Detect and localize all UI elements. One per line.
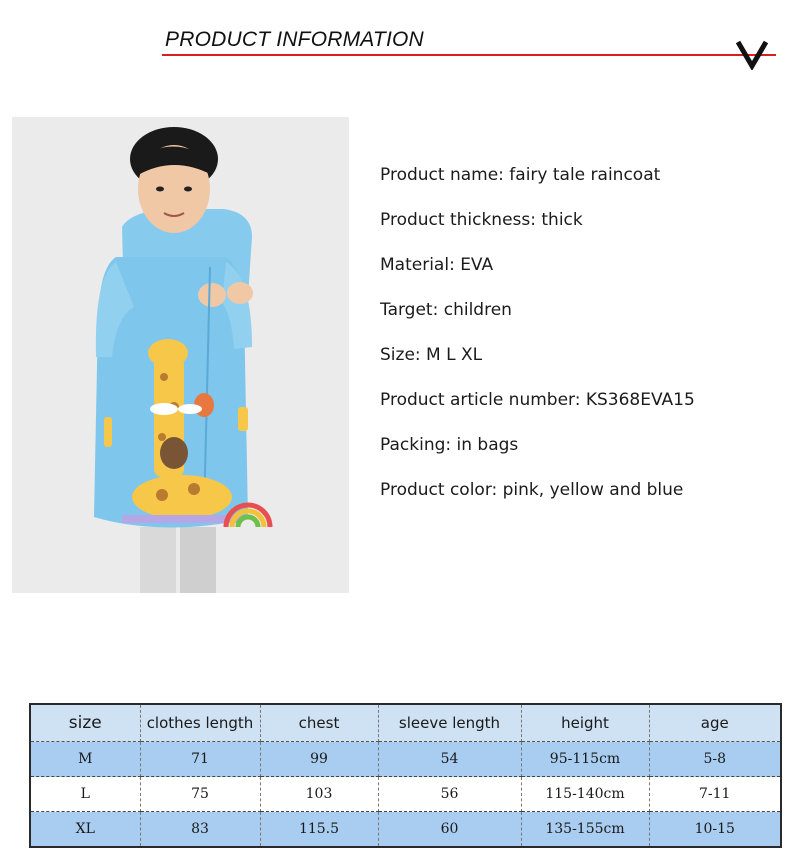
table-cell: 115-140cm: [521, 777, 649, 812]
packing: Packing: in bags: [380, 435, 519, 455]
product-thickness: Product thickness: thick: [380, 210, 583, 230]
table-cell: L: [30, 777, 140, 812]
column-header-size: size: [30, 704, 140, 742]
table-cell: 5-8: [649, 742, 781, 777]
child-leg-left: [140, 527, 176, 593]
column-header-chest: chest: [260, 704, 378, 742]
table-cell: 10-15: [649, 812, 781, 848]
size-table: [29, 703, 782, 848]
giraffe-body: [132, 475, 232, 519]
table-header-row: [30, 704, 781, 742]
column-header-clothes-length: clothes length: [140, 704, 260, 742]
table-cell: 75: [140, 777, 260, 812]
product-info-list: [380, 164, 695, 524]
column-header-height: height: [521, 704, 649, 742]
table-cell: XL: [30, 812, 140, 848]
column-header-sleeve-length: sleeve length: [378, 704, 521, 742]
table-row: [30, 742, 781, 777]
target: Target: children: [380, 300, 512, 320]
table-cell: 103: [260, 777, 378, 812]
table-cell: 83: [140, 812, 260, 848]
product-color: Product color: pink, yellow and blue: [380, 480, 684, 500]
size-chart: [29, 703, 780, 839]
table-row: [30, 812, 781, 848]
size: Size: M L XL: [380, 345, 483, 365]
table-cell: 56: [378, 777, 521, 812]
column-header-age: age: [649, 704, 781, 742]
article-number: Product article number: KS368EVA15: [380, 390, 695, 410]
product-photo: [12, 117, 349, 593]
table-cell: 99: [260, 742, 378, 777]
chevron-down-icon: [735, 40, 769, 70]
table-cell: 135-155cm: [521, 812, 649, 848]
material: Material: EVA: [380, 255, 494, 275]
table-cell: M: [30, 742, 140, 777]
table-row: [30, 777, 781, 812]
child-leg-right: [180, 527, 216, 593]
header-divider: [162, 54, 776, 56]
giraffe-head: [148, 339, 188, 367]
section-title: PRODUCT INFORMATION: [165, 28, 424, 51]
table-cell: 115.5: [260, 812, 378, 848]
monkey-print: [160, 437, 188, 469]
table-cell: 54: [378, 742, 521, 777]
product-name: Product name: fairy tale raincoat: [380, 165, 661, 185]
table-cell: 95-115cm: [521, 742, 649, 777]
table-cell: 60: [378, 812, 521, 848]
table-cell: 71: [140, 742, 260, 777]
table-cell: 7-11: [649, 777, 781, 812]
